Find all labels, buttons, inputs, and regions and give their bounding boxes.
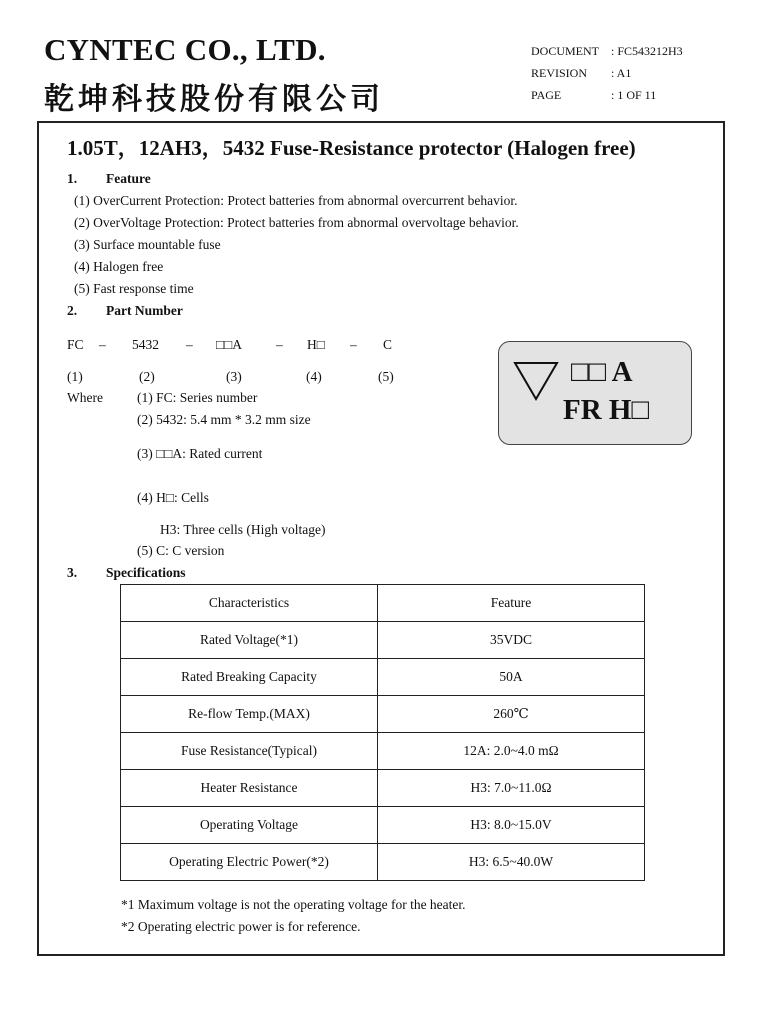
table-cell: Heater Resistance: [121, 770, 378, 807]
table-cell: Fuse Resistance(Typical): [121, 733, 378, 770]
code-cells: H□: [307, 337, 325, 352]
code-index: (4): [306, 369, 322, 384]
table-cell: Rated Voltage(*1): [121, 622, 378, 659]
code-dash: –: [99, 337, 106, 352]
table-row: [121, 807, 645, 844]
code-dash: –: [186, 337, 193, 352]
part-number-heading-number: 2.: [67, 303, 78, 318]
company-name-zh: 乾坤科技股份有限公司: [44, 82, 384, 117]
feature-item: (3) Surface mountable fuse: [74, 237, 221, 252]
table-cell: 260℃: [378, 696, 645, 733]
table-row: [121, 733, 645, 770]
table-cell: H3: 7.0~11.0Ω: [378, 770, 645, 807]
table-row: [121, 659, 645, 696]
where-line: H3: Three cells (High voltage): [160, 522, 326, 537]
revision-field: [531, 66, 631, 81]
table-cell: H3: 6.5~40.0W: [378, 844, 645, 881]
where-line: (4) H□: Cells: [137, 490, 209, 505]
table-row: [121, 622, 645, 659]
page-value: : 1 OF 11: [611, 88, 657, 102]
spec-note: *1 Maximum voltage is not the operating voltage for the heater.: [121, 897, 466, 912]
table-header-row: [121, 585, 645, 622]
company-name-en: CYNTEC CO., LTD.: [44, 32, 326, 67]
code-rated-current: □□A: [216, 337, 243, 352]
feature-item: (5) Fast response time: [74, 281, 194, 296]
triangle-icon: [513, 359, 561, 403]
table-cell: Rated Breaking Capacity: [121, 659, 378, 696]
marking-diagram: [498, 341, 692, 445]
table-cell: 12A: 2.0~4.0 mΩ: [378, 733, 645, 770]
table-header-cell: Characteristics: [121, 585, 378, 622]
page-label: PAGE: [531, 88, 562, 102]
code-index: (5): [378, 369, 394, 384]
spec-note: *2 Operating electric power is for reference.: [121, 919, 361, 934]
code-dash: –: [276, 337, 283, 352]
table-header-cell: Feature: [378, 585, 645, 622]
where-line: (1) FC: Series number: [137, 390, 258, 405]
where-label: Where: [67, 390, 103, 405]
code-version: C: [383, 337, 393, 352]
revision-value: : A1: [611, 66, 632, 80]
code-index: (2): [139, 369, 155, 384]
code-index: (3): [226, 369, 242, 384]
feature-heading-number: 1.: [67, 171, 78, 186]
document-field: [531, 44, 683, 59]
feature-heading: Feature: [106, 171, 151, 186]
code-size: 5432: [132, 337, 159, 352]
spec-table: [120, 584, 645, 881]
document-title: 1.05T，12AH3，5432 Fuse-Resistance protector (Halogen free): [67, 136, 636, 160]
document-value: : FC543212H3: [611, 44, 683, 58]
table-cell: Re-flow Temp.(MAX): [121, 696, 378, 733]
table-row: [121, 770, 645, 807]
feature-item: (2) OverVoltage Protection: Protect batteries from abnormal overvoltage behavior.: [74, 215, 519, 230]
feature-item: (1) OverCurrent Protection: Protect batteries from abnormal overcurrent behavior.: [74, 193, 518, 208]
part-number-heading: Part Number: [106, 303, 183, 318]
spec-heading-number: 3.: [67, 565, 78, 580]
table-row: [121, 844, 645, 881]
table-cell: 50A: [378, 659, 645, 696]
marking-rating: □□ A: [571, 356, 633, 388]
table-cell: 35VDC: [378, 622, 645, 659]
revision-label: REVISION: [531, 66, 587, 80]
table-cell: Operating Voltage: [121, 807, 378, 844]
where-line: (3) □□A: Rated current: [137, 446, 263, 461]
code-dash: –: [350, 337, 357, 352]
document-label: DOCUMENT: [531, 44, 599, 58]
where-line: (2) 5432: 5.4 mm * 3.2 mm size: [137, 412, 311, 427]
code-index: (1): [67, 369, 83, 384]
table-row: [121, 696, 645, 733]
table-cell: H3: 8.0~15.0V: [378, 807, 645, 844]
spec-heading: Specifications: [106, 565, 186, 580]
code-series: FC: [67, 337, 84, 352]
table-cell: Operating Electric Power(*2): [121, 844, 378, 881]
marking-code: FR H□: [563, 394, 649, 426]
page-field: [531, 88, 656, 103]
where-line: (5) C: C version: [137, 543, 225, 558]
feature-item: (4) Halogen free: [74, 259, 164, 274]
